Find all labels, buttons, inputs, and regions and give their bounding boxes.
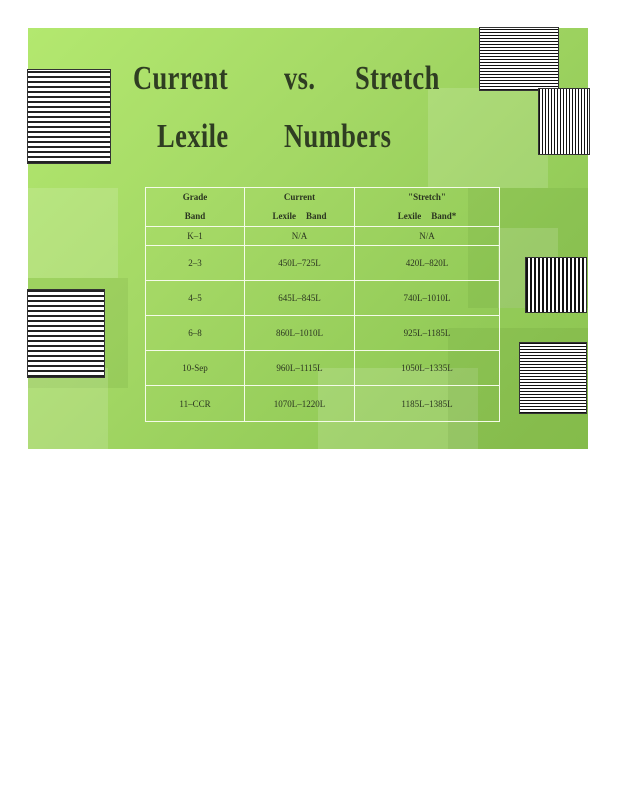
pattern-image: [525, 257, 587, 313]
decorative-tile: [28, 368, 108, 449]
cell-current: 645L–845L: [245, 281, 355, 316]
title-current: Current: [133, 60, 229, 97]
cell-stretch: 740L–1010L: [355, 281, 500, 316]
decorative-tile: [28, 188, 118, 278]
pattern-image: [538, 88, 590, 155]
table-header-row: [146, 188, 500, 227]
cell-grade: 11–CCR: [146, 386, 245, 422]
decorative-tile: [428, 88, 548, 188]
cell-grade: 6–8: [146, 316, 245, 351]
cell-stretch: 925L–1185L: [355, 316, 500, 351]
cell-stretch: N/A: [355, 227, 500, 246]
cell-current: 860L–1010L: [245, 316, 355, 351]
table-row: [146, 316, 500, 351]
pattern-image: [27, 69, 111, 164]
pattern-image: [479, 27, 559, 91]
cell-current: 1070L–1220L: [245, 386, 355, 422]
pattern-image: [27, 289, 105, 378]
title-lexile: Lexile: [157, 118, 229, 155]
cell-grade: 4–5: [146, 281, 245, 316]
header-stretch-lexile: "Stretch" Lexile Band*: [355, 188, 500, 227]
header-current-lexile: Current Lexile Band: [245, 188, 355, 227]
cell-grade: 10-Sep: [146, 351, 245, 386]
title-vs: vs.: [284, 60, 316, 97]
table-row: [146, 386, 500, 422]
pattern-image: [519, 342, 587, 414]
cell-current: N/A: [245, 227, 355, 246]
header-grade-band: Grade Band: [146, 188, 245, 227]
table-row: [146, 281, 500, 316]
title-stretch: Stretch: [355, 60, 440, 97]
cell-stretch: 420L–820L: [355, 246, 500, 281]
table-row: [146, 246, 500, 281]
title-numbers: Numbers: [284, 118, 392, 155]
cell-current: 960L–1115L: [245, 351, 355, 386]
table-row: [146, 227, 500, 246]
cell-grade: 2–3: [146, 246, 245, 281]
cell-stretch: 1050L–1335L: [355, 351, 500, 386]
cell-current: 450L–725L: [245, 246, 355, 281]
lexile-table: [145, 187, 500, 422]
cell-grade: K–1: [146, 227, 245, 246]
cell-stretch: 1185L–1385L: [355, 386, 500, 422]
table-row: [146, 351, 500, 386]
